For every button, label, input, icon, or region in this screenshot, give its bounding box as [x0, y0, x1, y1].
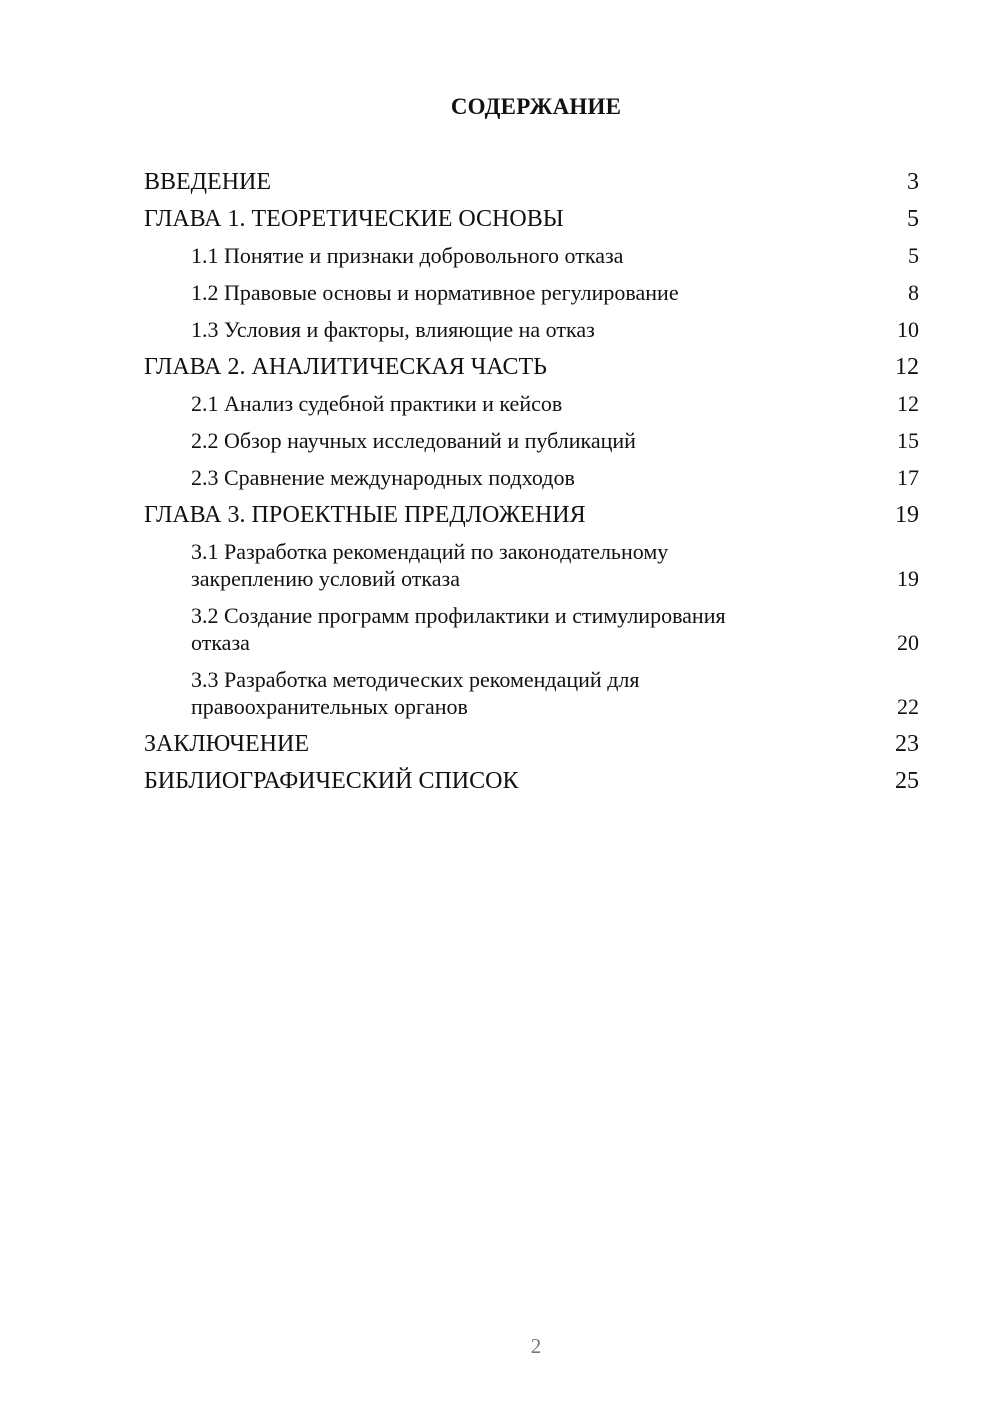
page-title: СОДЕРЖАНИЕ — [450, 94, 622, 119]
toc-entry-label: ГЛАВА 2. АНАЛИТИЧЕСКАЯ ЧАСТЬ — [144, 354, 547, 380]
toc-entry-bibliography[interactable] — [144, 767, 919, 795]
toc-entry-label: 2.3 Сравнение международных подходов — [191, 465, 575, 490]
toc-entry-label — [191, 538, 851, 592]
toc-entry-label: 1.1 Понятие и признаки добровольного отказа — [191, 243, 624, 268]
toc-entry-page-number: 17 — [897, 465, 919, 490]
toc-entry-conclusion[interactable] — [144, 730, 919, 758]
toc-entry-page-number: 22 — [897, 694, 919, 719]
toc-entry-label: 2.1 Анализ судебной практики и кейсов — [191, 391, 563, 416]
toc-entry-label-line: 3.1 Разработка рекомендаций по законодательному — [191, 539, 669, 564]
toc-entry-section-3-3[interactable] — [144, 666, 919, 720]
toc-entry-label: 1.3 Условия и факторы, влияющие на отказ — [191, 317, 595, 342]
toc-entry-page-number: 8 — [908, 280, 919, 305]
toc-entry-label: ЗАКЛЮЧЕНИЕ — [144, 731, 309, 757]
toc-entry-page-number: 5 — [908, 243, 919, 268]
toc-entry-introduction[interactable] — [144, 168, 919, 196]
toc-entry-chapter-2[interactable] — [144, 353, 919, 381]
toc-entry-page-number: 12 — [897, 391, 919, 416]
toc-entry-label — [191, 666, 851, 720]
toc-entry-chapter-1[interactable] — [144, 205, 919, 233]
toc-entry-label-line: закреплению условий отказа — [191, 566, 460, 591]
toc-entry-page-number: 19 — [895, 502, 919, 528]
toc-entry-label: 2.2 Обзор научных исследований и публикаций — [191, 428, 636, 453]
toc-entry-label: 1.2 Правовые основы и нормативное регулирование — [191, 280, 679, 305]
toc-entry-section-1-1[interactable] — [144, 242, 919, 269]
toc-entry-section-3-2[interactable] — [144, 602, 919, 656]
toc-entry-section-2-3[interactable] — [144, 464, 919, 491]
toc-entry-label: БИБЛИОГРАФИЧЕСКИЙ СПИСОК — [144, 768, 519, 794]
toc-entry-page-number: 23 — [895, 731, 919, 757]
toc-entry-page-number: 3 — [907, 169, 919, 195]
toc-entry-page-number: 20 — [897, 630, 919, 655]
toc-entry-label: ГЛАВА 1. ТЕОРЕТИЧЕСКИЕ ОСНОВЫ — [144, 206, 564, 232]
toc-entry-label: ГЛАВА 3. ПРОЕКТНЫЕ ПРЕДЛОЖЕНИЯ — [144, 502, 586, 528]
page-number: 2 — [530, 1334, 542, 1358]
toc-entry-section-1-3[interactable] — [144, 316, 919, 343]
toc-entry-page-number: 5 — [907, 206, 919, 232]
toc-entry-page-number: 12 — [895, 354, 919, 380]
toc-entry-label-line: правоохранительных органов — [191, 694, 468, 719]
toc-entry-label: ВВЕДЕНИЕ — [144, 169, 272, 195]
toc-entry-label-line: 3.2 Создание программ профилактики и стимулирования — [191, 603, 726, 628]
toc-entry-page-number: 15 — [897, 428, 919, 453]
toc-entry-section-3-1[interactable] — [144, 538, 919, 592]
toc-entry-section-2-2[interactable] — [144, 427, 919, 454]
toc-entry-section-1-2[interactable] — [144, 279, 919, 306]
toc-entry-label — [191, 602, 851, 656]
toc-entry-label-line: 3.3 Разработка методических рекомендаций для — [191, 667, 640, 692]
toc-entry-label-line: отказа — [191, 630, 250, 655]
toc-entry-section-2-1[interactable] — [144, 390, 919, 417]
toc-entry-page-number: 25 — [895, 768, 919, 794]
toc-entry-page-number: 19 — [897, 566, 919, 591]
toc-entry-chapter-3[interactable] — [144, 501, 919, 529]
toc-entry-page-number: 10 — [897, 317, 919, 342]
table-of-contents — [144, 168, 919, 804]
